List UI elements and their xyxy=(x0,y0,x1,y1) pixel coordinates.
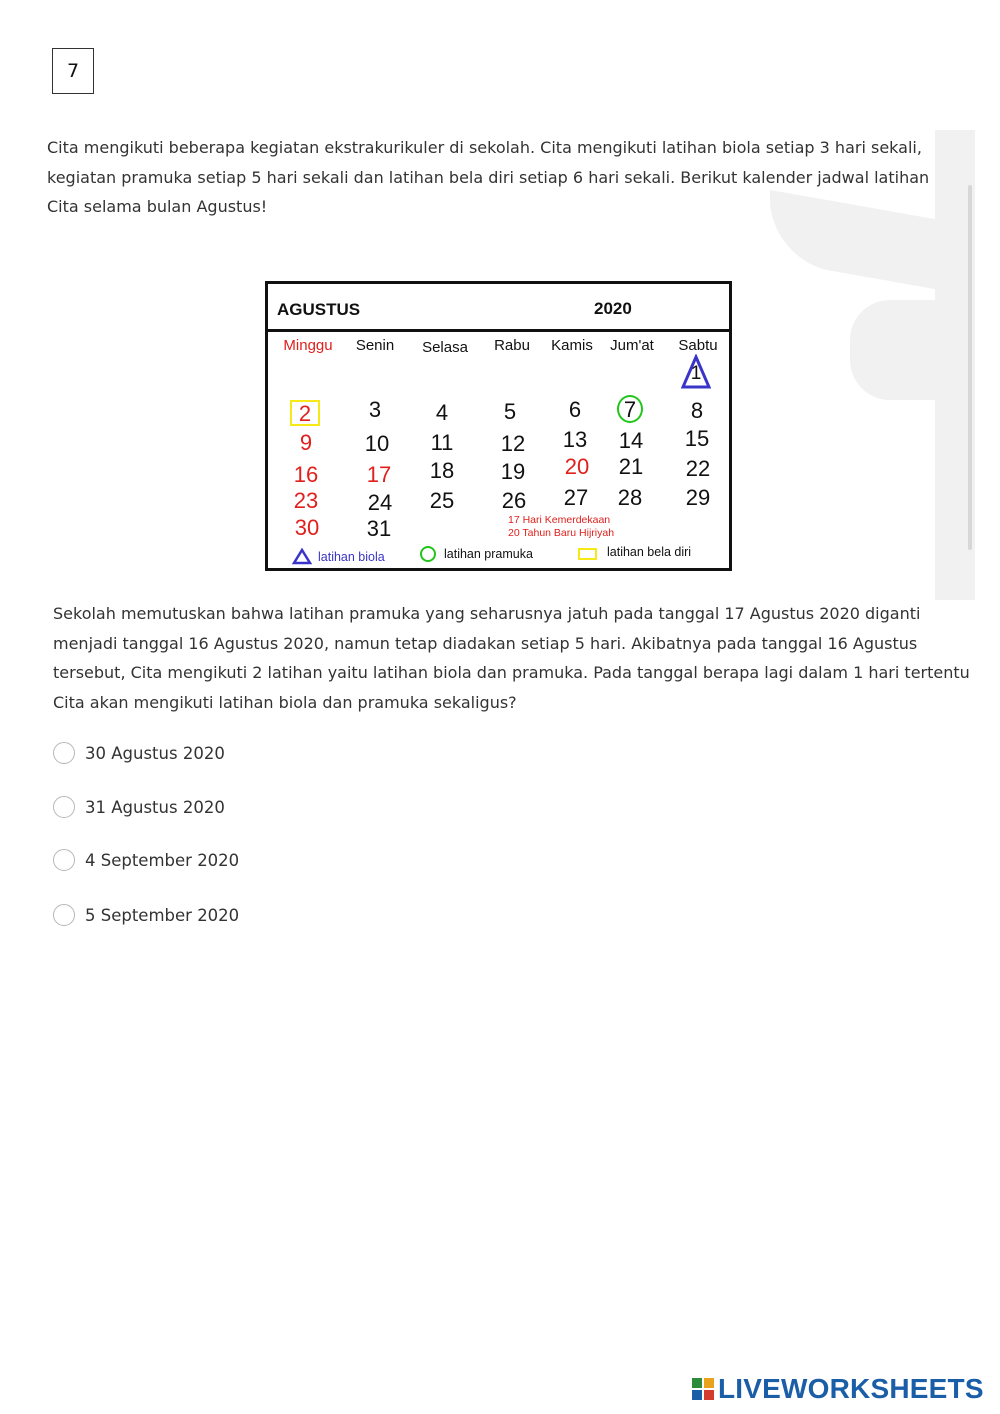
question-text: Sekolah memutuskan bahwa latihan pramuka yang seharusnya jatuh pada tanggal 17 Agustus 2020 diganti menjadi tanggal 16 Agustus 2020, namun tetap diadakan setiap 5 hari. Akibatnya pada tanggal 16 Agustus tersebut, Cita mengikuti 2 latihan yaitu latihan biola dan pramuka. Pada tanggal berapa lagi dalam 1 hari tertentu Cita akan mengikuti latihan biola dan pramuka sekaligus? xyxy=(53,604,970,712)
dayname-senin: Senin xyxy=(355,337,395,354)
holiday-note: 20 Tahun Baru Hijriyah xyxy=(508,527,615,539)
dayname-selasa: Selasa xyxy=(422,339,468,356)
dayname-jumat: Jum'at xyxy=(610,337,654,354)
date-6: 6 xyxy=(568,397,582,422)
legend-bela-diri xyxy=(578,544,691,560)
date-8: 8 xyxy=(690,398,704,423)
date-20: 20 xyxy=(564,454,590,479)
date-24: 24 xyxy=(367,490,393,515)
date-7: 7 xyxy=(623,397,637,422)
triangle-legend-icon xyxy=(292,548,312,565)
rectangle-legend-icon xyxy=(578,548,597,560)
date-26: 26 xyxy=(501,488,527,513)
date-30: 30 xyxy=(294,515,320,540)
date-17: 17 xyxy=(366,462,392,487)
date-22: 22 xyxy=(685,456,711,481)
option-label: 30 Agustus 2020 xyxy=(85,743,225,763)
question-number: 7 xyxy=(52,48,94,94)
dayname-sabtu: Sabtu xyxy=(678,337,718,354)
radio-button[interactable] xyxy=(53,742,75,764)
dayname-rabu: Rabu xyxy=(494,337,530,354)
legend-pramuka xyxy=(420,546,533,562)
calendar-year: 2020 xyxy=(594,299,632,318)
date-31: 31 xyxy=(366,516,392,541)
answer-option[interactable] xyxy=(53,904,239,926)
date-9: 9 xyxy=(299,430,313,455)
date-21: 21 xyxy=(618,454,644,479)
date-29: 29 xyxy=(685,485,711,510)
answer-option[interactable] xyxy=(53,796,225,818)
radio-button[interactable] xyxy=(53,904,75,926)
date-15: 15 xyxy=(684,426,710,451)
circle-legend-icon xyxy=(420,546,436,562)
date-5: 5 xyxy=(503,399,517,424)
date-27: 27 xyxy=(563,485,589,510)
legend-pramuka-label: latihan pramuka xyxy=(444,547,533,561)
date-14: 14 xyxy=(618,428,644,453)
date-2: 2 xyxy=(298,401,312,426)
calendar-image xyxy=(265,281,732,571)
dayname-kamis: Kamis xyxy=(551,337,593,354)
date-11: 11 xyxy=(430,430,454,455)
date-19: 19 xyxy=(500,459,526,484)
radio-button[interactable] xyxy=(53,849,75,871)
date-13: 13 xyxy=(562,427,588,452)
date-25: 25 xyxy=(429,488,455,513)
option-label: 5 September 2020 xyxy=(85,905,240,925)
logo-mark-icon xyxy=(692,1378,714,1400)
dayname-minggu: Minggu xyxy=(283,337,333,354)
legend-bela-diri-label: latihan bela diri xyxy=(607,545,692,559)
date-1: 1 xyxy=(690,363,702,384)
date-10: 10 xyxy=(364,431,390,456)
intro-text: Cita mengikuti beberapa kegiatan ekstrakurikuler di sekolah. Cita mengikuti latihan biola setiap 3 hari sekali, kegiatan pramuka setiap 5 hari sekali dan latihan bela diri setiap 6 hari sekali. Berikut kalender jadwal latihan Cita selama bulan Agustus! xyxy=(47,138,930,216)
answer-option[interactable] xyxy=(53,849,239,871)
calendar-month: AGUSTUS xyxy=(277,300,361,319)
date-4: 4 xyxy=(435,400,449,425)
answer-option[interactable] xyxy=(53,742,225,764)
radio-button[interactable] xyxy=(53,796,75,818)
legend-biola xyxy=(292,548,385,565)
background-decoration xyxy=(850,300,940,400)
liveworksheets-logo xyxy=(692,1373,984,1405)
option-label: 31 Agustus 2020 xyxy=(85,797,225,817)
date-3: 3 xyxy=(368,397,382,422)
scrollbar[interactable] xyxy=(968,185,972,550)
holiday-note: 17 Hari Kemerdekaan xyxy=(508,514,611,526)
calendar-header xyxy=(268,284,729,332)
date-16: 16 xyxy=(293,462,319,487)
option-label: 4 September 2020 xyxy=(85,850,240,870)
date-23: 23 xyxy=(293,488,319,513)
brand-name: LIVEWORKSHEETS xyxy=(718,1373,984,1404)
date-12: 12 xyxy=(500,431,526,456)
date-28: 28 xyxy=(617,485,643,510)
date-18: 18 xyxy=(429,458,455,483)
legend-biola-label: latihan biola xyxy=(318,549,385,564)
